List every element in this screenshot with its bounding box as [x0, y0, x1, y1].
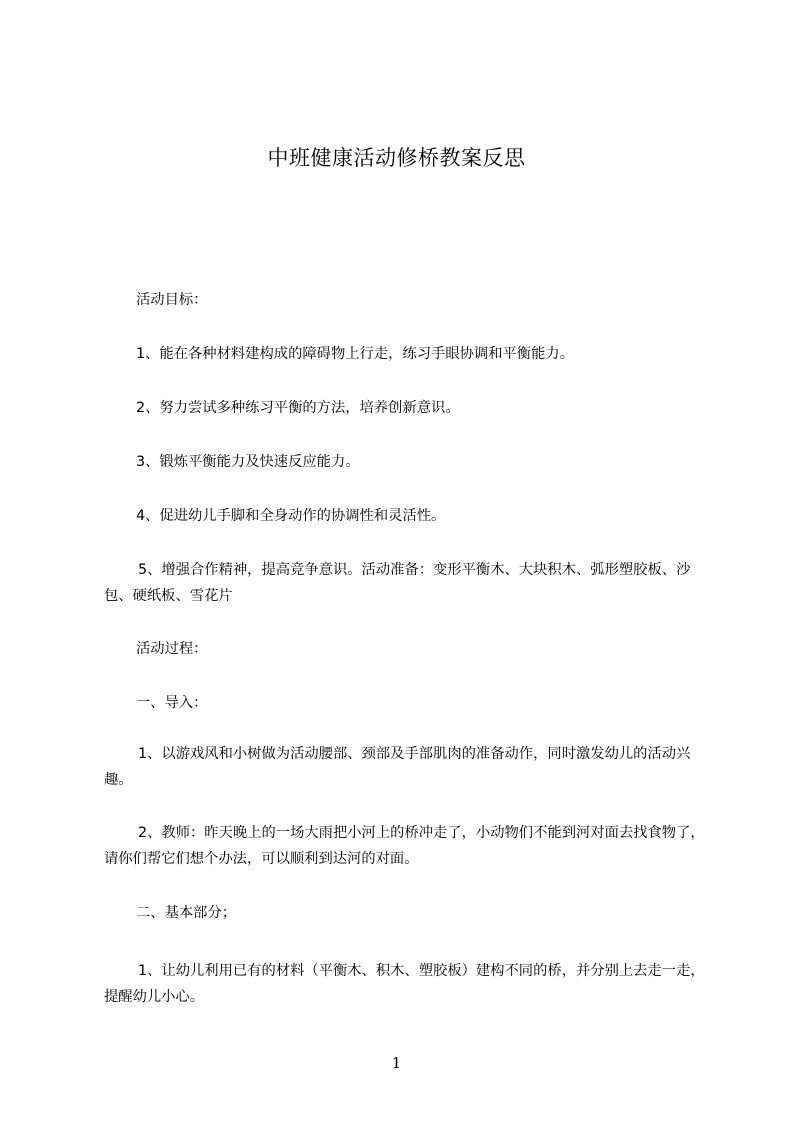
document-title: 中班健康活动修桥教案反思: [267, 146, 526, 170]
paragraph-goal-5-preparation: 5、增强合作精神，提高竞争意识。活动准备：变形平衡木、大块积木、弧形塑胶板、沙包、硬纸板、雪花片: [104, 562, 691, 604]
paragraph-goal-2: 2、努力尝试多种练习平衡的方法，培养创新意识。: [136, 400, 460, 416]
page-number: 1: [391, 1054, 402, 1072]
paragraph-main-1: 1、让幼儿利用已有的材料（平衡木、积木、塑胶板）建构不同的桥，并分别上去走一走，提醒幼儿小心。: [104, 963, 705, 1005]
paragraph-goal-4: 4、促进幼儿手脚和全身动作的协调性和灵活性。: [136, 508, 446, 524]
paragraph-goals-heading: 活动目标：: [136, 292, 208, 308]
paragraph-section-intro: 一、导入：: [136, 695, 208, 711]
paragraph-section-main: 二、基本部分；: [136, 905, 237, 921]
paragraph-intro-2: 2、教师：昨天晚上的一场大雨把小河上的桥冲走了，小动物们不能到河对面去找食物了，请你们帮它们想个办法，可以顺利到达河的对面。: [104, 825, 705, 867]
paragraph-goal-1: 1、能在各种材料建构成的障碍物上行走，练习手眼协调和平衡能力。: [136, 346, 574, 362]
paragraph-intro-1: 1、以游戏风和小树做为活动腰部、颈部及手部肌肉的准备动作，同时激发幼儿的活动兴趣。: [104, 746, 691, 788]
paragraph-process-heading: 活动过程：: [136, 641, 208, 657]
paragraph-goal-3: 3、锻炼平衡能力及快速反应能力。: [136, 454, 360, 470]
